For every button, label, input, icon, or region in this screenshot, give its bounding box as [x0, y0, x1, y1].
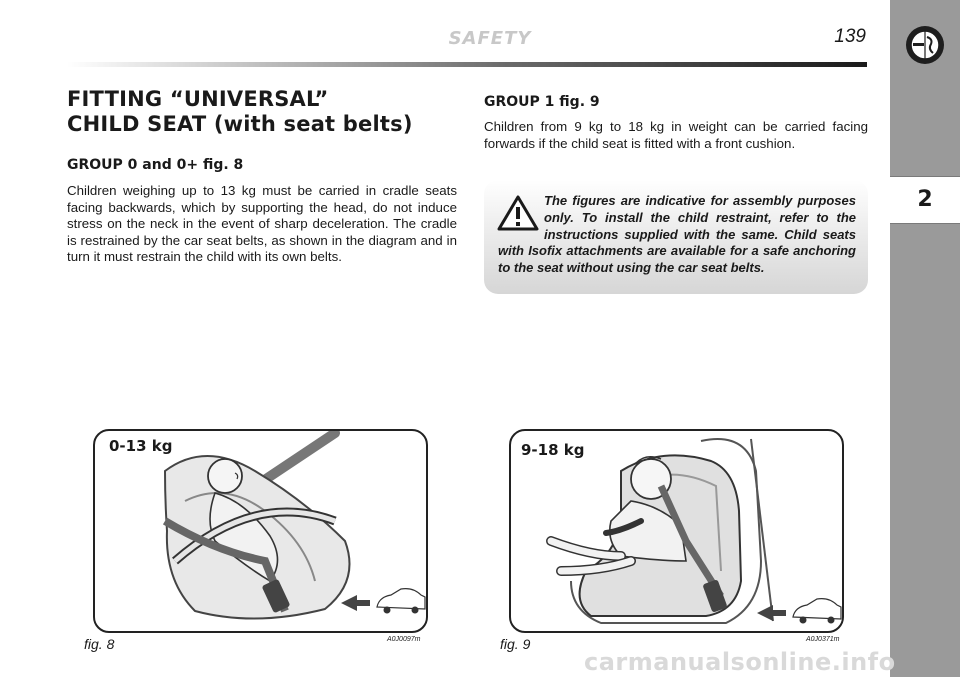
chapter-number: 2 — [917, 187, 933, 212]
figure-9-code: A0J0371m — [806, 636, 840, 643]
figure-8-weight-label: 0-13 kg — [109, 437, 173, 455]
warning-icon-spacer — [498, 193, 544, 243]
section-title — [67, 87, 457, 137]
page-number: 139 — [834, 26, 866, 47]
figure-8-code: A0J0097m — [387, 636, 421, 643]
brand-logo-icon — [905, 25, 945, 65]
figure-9-caption: fig. 9 — [500, 636, 531, 652]
figure-8-caption: fig. 8 — [84, 636, 115, 652]
group-0-text: Children weighing up to 13 kg must be carried in cradle seats facing backwards, which by supporting the head, do not induce stress on the neck in the event of sharp deceleration. The cradle is restrained by the car seat belts, as shown in the diagram and in turn it must restrain the child with its own belts. — [67, 183, 457, 265]
figure-8-frame — [93, 429, 428, 633]
chapter-side-tab — [890, 0, 960, 677]
figure-9-illustration — [511, 431, 842, 631]
group-1-heading: GROUP 1 fig. 9 — [484, 94, 600, 110]
figure-9-weight-label: 9-18 kg — [521, 441, 585, 459]
watermark-link[interactable]: carmanualsonline.info — [584, 648, 896, 676]
header-rule — [67, 62, 867, 67]
warning-text-block — [498, 193, 856, 277]
group-0-heading: GROUP 0 and 0+ fig. 8 — [67, 157, 244, 173]
section-title-line-1: FITTING “UNIVERSAL” — [67, 87, 329, 111]
running-header-section: SAFETY — [448, 28, 532, 49]
chapter-number-box[interactable] — [890, 176, 960, 224]
group-1-text: Children from 9 kg to 18 kg in weight can be carried facing forwards if the child seat is fitted with a front cushion. — [484, 119, 868, 151]
figure-8-illustration — [95, 431, 426, 631]
figure-9-frame — [509, 429, 844, 633]
section-title-line-2: CHILD SEAT (with seat belts) — [67, 112, 413, 136]
warning-text: The figures are indicative for assembly purposes only. To install the child restraint, refer to the instructions supplied with the same. Child seats with Isofix attachments are available for a safe anchoring to the seat without using the car seat belts. — [498, 193, 856, 276]
